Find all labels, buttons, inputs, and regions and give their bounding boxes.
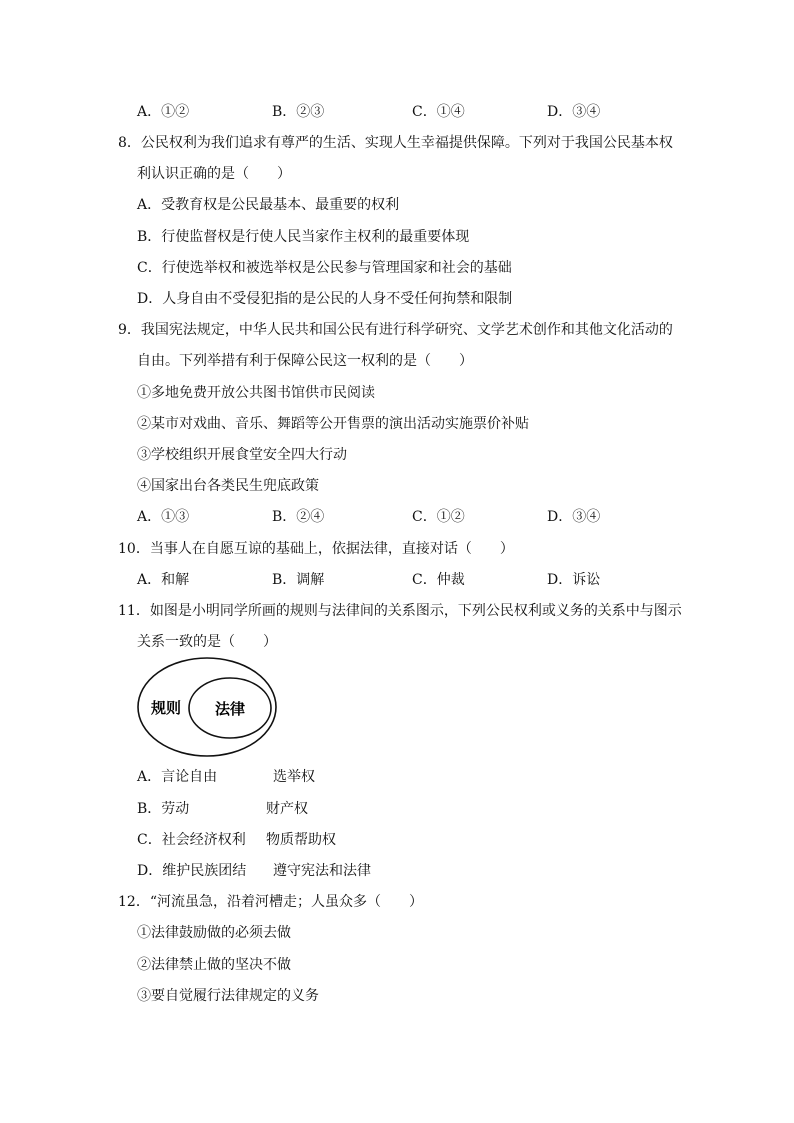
q12-item-3: ③要自觉履行法律规定的义务 xyxy=(137,988,319,1004)
q8-option-d[interactable]: D．人身自由不受侵犯指的是公民的人身不受任何拘禁和限制 xyxy=(137,291,513,307)
q9-item-1: ①多地免费开放公共图书馆供市民阅读 xyxy=(137,385,375,401)
q8-option-b[interactable]: B．行使监督权是行使人民当家作主权利的最重要体现 xyxy=(137,229,470,245)
q11-option-b-right: 财产权 xyxy=(266,801,308,817)
q11-option-c-left: C．社会经济权利 xyxy=(137,832,246,848)
q10-option-b[interactable]: B．调解 xyxy=(272,572,325,588)
q10-option-a[interactable]: A．和解 xyxy=(137,572,190,588)
q9-option-a[interactable]: A．①③ xyxy=(137,509,190,525)
q11-option-a-right: 选举权 xyxy=(273,769,315,785)
q11-option-c-right: 物质帮助权 xyxy=(266,832,336,848)
q11-option-d[interactable] xyxy=(137,862,246,880)
q10-option-c[interactable]: C．仲裁 xyxy=(412,572,465,588)
q11-option-d-right: 遵守宪法和法律 xyxy=(273,863,371,879)
q11-option-a-left: A．言论自由 xyxy=(137,769,218,785)
q11-stem-line2: 关系一致的是（ ） xyxy=(137,634,277,650)
q9-item-4: ④国家出台各类民生兜底政策 xyxy=(137,478,319,494)
q9-item-2: ②某市对戏曲、音乐、舞蹈等公开售票的演出活动实施票价补贴 xyxy=(137,416,529,432)
q8-stem-line2: 利认识正确的是（ ） xyxy=(137,166,291,182)
diagram-label-law: 法律 xyxy=(214,700,246,718)
q11-option-b-left: B．劳动 xyxy=(137,801,190,817)
q9-option-c[interactable]: C．①② xyxy=(412,509,465,525)
q10-stem: 10．当事人在自愿互谅的基础上，依据法律，直接对话（ ） xyxy=(118,541,514,557)
q11-option-d-left: D．维护民族团结 xyxy=(137,863,247,879)
q11-option-b[interactable] xyxy=(137,800,189,818)
q12-item-1: ①法律鼓励做的必须去做 xyxy=(137,925,291,941)
diagram-label-rules: 规则 xyxy=(150,699,182,717)
q11-stem-line1: 11．如图是小明同学所画的规则与法律间的关系图示，下列公民权利或义务的关系中与图示 xyxy=(118,603,682,619)
q9-option-b[interactable]: B．②④ xyxy=(272,509,325,525)
q10-option-d[interactable]: D．诉讼 xyxy=(547,572,601,588)
q12-item-2: ②法律禁止做的坚决不做 xyxy=(137,957,291,973)
q11-option-c[interactable] xyxy=(137,831,246,849)
q9-item-3: ③学校组织开展食堂安全四大行动 xyxy=(137,447,347,463)
q12-stem: 12．“河流虽急，沿着河槽走；人虽众多（ ） xyxy=(118,894,423,910)
q9-stem-line1: 9．我国宪法规定，中华人民共和国公民有进行科学研究、文学艺术创作和其他文化活动的 xyxy=(118,322,673,338)
q7-option-a[interactable]: A．①② xyxy=(137,104,190,120)
q9-option-d[interactable]: D．③④ xyxy=(547,509,601,525)
q7-option-d[interactable]: D．③④ xyxy=(547,104,601,120)
q8-option-a[interactable]: A．受教育权是公民最基本、最重要的权利 xyxy=(137,197,400,213)
rules-law-diagram xyxy=(136,656,278,758)
q9-stem-line2: 自由。下列举措有利于保障公民这一权利的是（ ） xyxy=(137,353,473,369)
q7-option-c[interactable]: C．①④ xyxy=(412,104,465,120)
q7-option-b[interactable]: B．②③ xyxy=(272,104,325,120)
q8-option-c[interactable]: C．行使选举权和被选举权是公民参与管理国家和社会的基础 xyxy=(137,260,512,276)
q8-stem-line1: 8．公民权利为我们追求有尊严的生活、实现人生幸福提供保障。下列对于我国公民基本权 xyxy=(118,135,673,151)
q11-option-a[interactable] xyxy=(137,768,217,786)
